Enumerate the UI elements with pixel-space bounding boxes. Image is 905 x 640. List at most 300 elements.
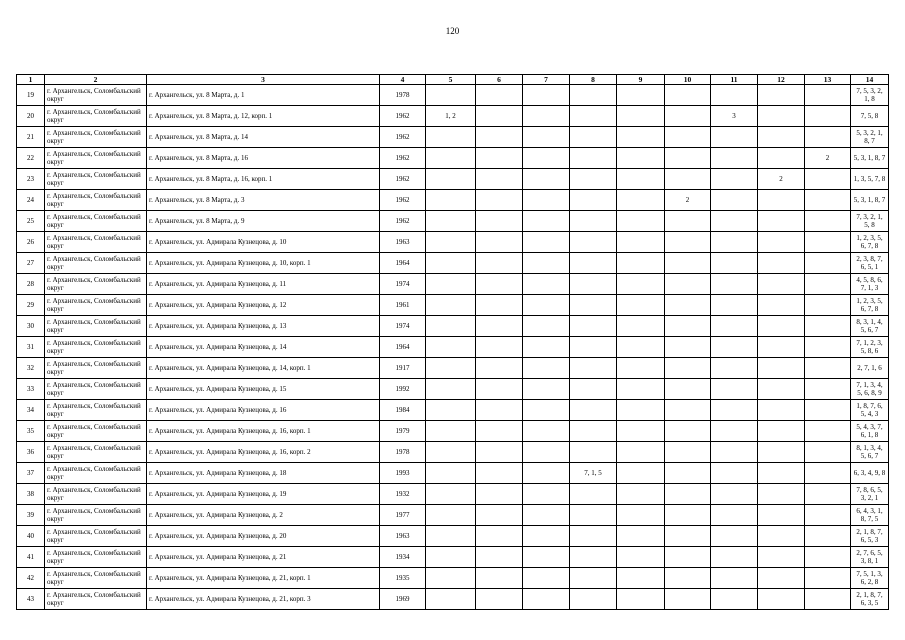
column-10-cell <box>665 253 711 274</box>
column-14-cell: 7, 5, 1, 3, 6, 2, 8 <box>851 568 889 589</box>
row-number-cell: 23 <box>17 169 45 190</box>
column-5-cell <box>426 211 476 232</box>
column-12-cell <box>758 379 805 400</box>
column-10-cell <box>665 148 711 169</box>
column-5-cell <box>426 400 476 421</box>
column-6-cell <box>476 547 523 568</box>
column-5-cell <box>426 148 476 169</box>
column-7-cell <box>523 148 570 169</box>
column-header: 9 <box>617 75 665 85</box>
column-13-cell <box>805 484 851 505</box>
row-number-cell: 21 <box>17 127 45 148</box>
column-12-cell <box>758 274 805 295</box>
column-5-cell <box>426 589 476 610</box>
column-10-cell <box>665 85 711 106</box>
district-cell: г. Архангельск, Соломбальский округ <box>45 190 147 211</box>
column-6-cell <box>476 379 523 400</box>
column-9-cell <box>617 337 665 358</box>
year-cell: 1932 <box>380 484 426 505</box>
column-10-cell <box>665 400 711 421</box>
district-cell: г. Архангельск, Соломбальский округ <box>45 442 147 463</box>
column-6-cell <box>476 85 523 106</box>
column-10-cell <box>665 484 711 505</box>
address-cell: г. Архангельск, ул. Адмирала Кузнецова, д. 16 <box>147 400 380 421</box>
column-12-cell <box>758 568 805 589</box>
address-cell: г. Архангельск, ул. 8 Марта, д. 12, корп. 1 <box>147 106 380 127</box>
table-row <box>17 295 889 316</box>
column-12-cell <box>758 316 805 337</box>
column-10-cell <box>665 589 711 610</box>
column-10-cell <box>665 442 711 463</box>
column-8-cell <box>570 442 617 463</box>
column-8-cell <box>570 190 617 211</box>
row-number-cell: 36 <box>17 442 45 463</box>
row-number-cell: 37 <box>17 463 45 484</box>
column-10-cell <box>665 316 711 337</box>
year-cell: 1964 <box>380 337 426 358</box>
column-10-cell <box>665 568 711 589</box>
district-cell: г. Архангельск, Соломбальский округ <box>45 253 147 274</box>
column-13-cell <box>805 211 851 232</box>
address-cell: г. Архангельск, ул. Адмирала Кузнецова, д. 16, корп. 2 <box>147 442 380 463</box>
column-14-cell: 2, 3, 8, 7, 6, 5, 1 <box>851 253 889 274</box>
column-13-cell <box>805 106 851 127</box>
column-8-cell <box>570 358 617 379</box>
column-12-cell <box>758 148 805 169</box>
column-7-cell <box>523 85 570 106</box>
column-6-cell <box>476 505 523 526</box>
column-5-cell <box>426 568 476 589</box>
district-cell: г. Архангельск, Соломбальский округ <box>45 526 147 547</box>
table-row <box>17 484 889 505</box>
column-header: 14 <box>851 75 889 85</box>
column-6-cell <box>476 295 523 316</box>
column-8-cell <box>570 211 617 232</box>
column-9-cell <box>617 400 665 421</box>
row-number-cell: 42 <box>17 568 45 589</box>
column-6-cell <box>476 316 523 337</box>
column-5-cell <box>426 295 476 316</box>
address-cell: г. Архангельск, ул. Адмирала Кузнецова, д. 2 <box>147 505 380 526</box>
column-13-cell <box>805 589 851 610</box>
column-11-cell <box>711 568 758 589</box>
column-10-cell <box>665 337 711 358</box>
address-cell: г. Архангельск, ул. 8 Марта, д. 14 <box>147 127 380 148</box>
year-cell: 1962 <box>380 190 426 211</box>
column-6-cell <box>476 274 523 295</box>
column-13-cell <box>805 85 851 106</box>
address-cell: г. Архангельск, ул. Адмирала Кузнецова, д. 12 <box>147 295 380 316</box>
column-5-cell <box>426 169 476 190</box>
column-13-cell <box>805 463 851 484</box>
column-9-cell <box>617 316 665 337</box>
column-10-cell <box>665 106 711 127</box>
column-8-cell <box>570 148 617 169</box>
district-cell: г. Архангельск, Соломбальский округ <box>45 211 147 232</box>
year-cell: 1993 <box>380 463 426 484</box>
year-cell: 1961 <box>380 295 426 316</box>
column-6-cell <box>476 484 523 505</box>
column-7-cell <box>523 379 570 400</box>
column-5-cell <box>426 358 476 379</box>
district-cell: г. Архангельск, Соломбальский округ <box>45 169 147 190</box>
column-header: 2 <box>45 75 147 85</box>
district-cell: г. Архангельск, Соломбальский округ <box>45 589 147 610</box>
column-6-cell <box>476 211 523 232</box>
column-14-cell: 1, 2, 3, 5, 6, 7, 8 <box>851 295 889 316</box>
row-number-cell: 22 <box>17 148 45 169</box>
column-12-cell <box>758 85 805 106</box>
column-11-cell <box>711 442 758 463</box>
table-row <box>17 211 889 232</box>
year-cell: 1992 <box>380 379 426 400</box>
column-5-cell <box>426 526 476 547</box>
column-9-cell <box>617 589 665 610</box>
address-cell: г. Архангельск, ул. Адмирала Кузнецова, д. 16, корп. 1 <box>147 421 380 442</box>
year-cell: 1963 <box>380 526 426 547</box>
column-11-cell <box>711 505 758 526</box>
column-header: 4 <box>380 75 426 85</box>
table-row <box>17 253 889 274</box>
district-cell: г. Архангельск, Соломбальский округ <box>45 379 147 400</box>
address-cell: г. Архангельск, ул. Адмирала Кузнецова, д. 21, корп. 3 <box>147 589 380 610</box>
column-8-cell: 7, 1, 5 <box>570 463 617 484</box>
column-14-cell: 2, 7, 1, 6 <box>851 358 889 379</box>
column-7-cell <box>523 211 570 232</box>
year-cell: 1984 <box>380 400 426 421</box>
column-6-cell <box>476 106 523 127</box>
row-number-cell: 39 <box>17 505 45 526</box>
column-10-cell <box>665 127 711 148</box>
column-7-cell <box>523 526 570 547</box>
district-cell: г. Архангельск, Соломбальский округ <box>45 232 147 253</box>
column-9-cell <box>617 148 665 169</box>
address-cell: г. Архангельск, ул. Адмирала Кузнецова, д. 19 <box>147 484 380 505</box>
column-14-cell: 8, 3, 1, 4, 5, 6, 7 <box>851 316 889 337</box>
column-6-cell <box>476 463 523 484</box>
year-cell: 1962 <box>380 106 426 127</box>
column-7-cell <box>523 316 570 337</box>
column-8-cell <box>570 379 617 400</box>
column-11-cell <box>711 295 758 316</box>
column-8-cell <box>570 568 617 589</box>
table-row <box>17 463 889 484</box>
column-7-cell <box>523 295 570 316</box>
district-cell: г. Архангельск, Соломбальский округ <box>45 274 147 295</box>
column-7-cell <box>523 232 570 253</box>
address-cell: г. Архангельск, ул. 8 Марта, д. 1 <box>147 85 380 106</box>
district-cell: г. Архангельск, Соломбальский округ <box>45 463 147 484</box>
column-13-cell <box>805 127 851 148</box>
address-cell: г. Архангельск, ул. Адмирала Кузнецова, д. 13 <box>147 316 380 337</box>
column-14-cell: 6, 3, 4, 9, 8 <box>851 463 889 484</box>
column-7-cell <box>523 589 570 610</box>
column-14-cell: 2, 1, 8, 7, 6, 3, 5 <box>851 589 889 610</box>
row-number-cell: 25 <box>17 211 45 232</box>
column-9-cell <box>617 253 665 274</box>
table-row <box>17 421 889 442</box>
year-cell: 1962 <box>380 148 426 169</box>
row-number-cell: 31 <box>17 337 45 358</box>
page-number: 120 <box>445 26 460 36</box>
column-7-cell <box>523 505 570 526</box>
column-9-cell <box>617 358 665 379</box>
column-13-cell <box>805 253 851 274</box>
column-14-cell: 5, 3, 2, 1, 8, 7 <box>851 127 889 148</box>
column-14-cell: 2, 1, 8, 7, 6, 5, 3 <box>851 526 889 547</box>
address-cell: г. Архангельск, ул. Адмирала Кузнецова, д. 11 <box>147 274 380 295</box>
district-cell: г. Архангельск, Соломбальский округ <box>45 358 147 379</box>
column-7-cell <box>523 190 570 211</box>
column-14-cell: 5, 3, 1, 8, 7 <box>851 148 889 169</box>
column-13-cell <box>805 337 851 358</box>
table-row <box>17 127 889 148</box>
district-cell: г. Архангельск, Соломбальский округ <box>45 484 147 505</box>
column-9-cell <box>617 442 665 463</box>
column-12-cell <box>758 253 805 274</box>
column-8-cell <box>570 421 617 442</box>
address-cell: г. Архангельск, ул. Адмирала Кузнецова, д. 10 <box>147 232 380 253</box>
column-9-cell <box>617 127 665 148</box>
column-14-cell: 1, 3, 5, 7, 8 <box>851 169 889 190</box>
year-cell: 1935 <box>380 568 426 589</box>
column-7-cell <box>523 421 570 442</box>
table-row <box>17 379 889 400</box>
column-5-cell <box>426 379 476 400</box>
column-8-cell <box>570 169 617 190</box>
column-8-cell <box>570 127 617 148</box>
year-cell: 1934 <box>380 547 426 568</box>
column-8-cell <box>570 295 617 316</box>
column-11-cell <box>711 316 758 337</box>
district-cell: г. Архангельск, Соломбальский округ <box>45 400 147 421</box>
district-cell: г. Архангельск, Соломбальский округ <box>45 295 147 316</box>
column-10-cell <box>665 379 711 400</box>
year-cell: 1963 <box>380 232 426 253</box>
column-14-cell: 1, 2, 3, 5, 6, 7, 8 <box>851 232 889 253</box>
district-cell: г. Архангельск, Соломбальский округ <box>45 316 147 337</box>
column-header: 1 <box>17 75 45 85</box>
column-12-cell <box>758 232 805 253</box>
column-12-cell <box>758 211 805 232</box>
year-cell: 1978 <box>380 85 426 106</box>
column-12-cell <box>758 400 805 421</box>
row-number-cell: 30 <box>17 316 45 337</box>
column-9-cell <box>617 379 665 400</box>
table-row <box>17 190 889 211</box>
column-header: 10 <box>665 75 711 85</box>
column-11-cell <box>711 232 758 253</box>
column-header: 11 <box>711 75 758 85</box>
address-cell: г. Архангельск, ул. Адмирала Кузнецова, д. 21, корп. 1 <box>147 568 380 589</box>
table-row <box>17 232 889 253</box>
table-row <box>17 547 889 568</box>
column-7-cell <box>523 484 570 505</box>
column-8-cell <box>570 400 617 421</box>
column-8-cell <box>570 547 617 568</box>
column-header: 8 <box>570 75 617 85</box>
column-6-cell <box>476 337 523 358</box>
column-7-cell <box>523 568 570 589</box>
district-cell: г. Архангельск, Соломбальский округ <box>45 568 147 589</box>
district-cell: г. Архангельск, Соломбальский округ <box>45 148 147 169</box>
column-14-cell: 7, 1, 2, 3, 5, 8, 6 <box>851 337 889 358</box>
table-row <box>17 85 889 106</box>
column-11-cell <box>711 148 758 169</box>
table-row <box>17 316 889 337</box>
table-row <box>17 274 889 295</box>
column-8-cell <box>570 106 617 127</box>
column-11-cell <box>711 484 758 505</box>
year-cell: 1962 <box>380 211 426 232</box>
column-10-cell <box>665 169 711 190</box>
address-cell: г. Архангельск, ул. Адмирала Кузнецова, д. 20 <box>147 526 380 547</box>
column-13-cell <box>805 547 851 568</box>
column-6-cell <box>476 589 523 610</box>
column-9-cell <box>617 295 665 316</box>
column-5-cell <box>426 190 476 211</box>
column-13-cell: 2 <box>805 148 851 169</box>
column-11-cell <box>711 400 758 421</box>
year-cell: 1974 <box>380 316 426 337</box>
table-row <box>17 505 889 526</box>
column-8-cell <box>570 232 617 253</box>
column-13-cell <box>805 442 851 463</box>
column-12-cell <box>758 547 805 568</box>
row-number-cell: 29 <box>17 295 45 316</box>
row-number-cell: 33 <box>17 379 45 400</box>
column-14-cell: 2, 7, 6, 5, 3, 8, 1 <box>851 547 889 568</box>
row-number-cell: 26 <box>17 232 45 253</box>
row-number-cell: 38 <box>17 484 45 505</box>
year-cell: 1979 <box>380 421 426 442</box>
year-cell: 1969 <box>380 589 426 610</box>
column-12-cell <box>758 484 805 505</box>
column-11-cell <box>711 358 758 379</box>
column-6-cell <box>476 148 523 169</box>
column-10-cell <box>665 526 711 547</box>
row-number-cell: 34 <box>17 400 45 421</box>
row-number-cell: 40 <box>17 526 45 547</box>
column-9-cell <box>617 232 665 253</box>
column-6-cell <box>476 568 523 589</box>
column-8-cell <box>570 85 617 106</box>
table-row <box>17 526 889 547</box>
column-14-cell: 7, 1, 3, 4, 5, 6, 8, 9 <box>851 379 889 400</box>
year-cell: 1977 <box>380 505 426 526</box>
row-number-cell: 32 <box>17 358 45 379</box>
column-9-cell <box>617 211 665 232</box>
address-cell: г. Архангельск, ул. 8 Марта, д. 16, корп. 1 <box>147 169 380 190</box>
column-13-cell <box>805 379 851 400</box>
column-11-cell <box>711 526 758 547</box>
table-row <box>17 169 889 190</box>
column-header: 6 <box>476 75 523 85</box>
address-cell: г. Архангельск, ул. Адмирала Кузнецова, д. 21 <box>147 547 380 568</box>
column-7-cell <box>523 127 570 148</box>
column-5-cell <box>426 85 476 106</box>
column-6-cell <box>476 127 523 148</box>
column-6-cell <box>476 358 523 379</box>
column-header: 12 <box>758 75 805 85</box>
column-11-cell <box>711 211 758 232</box>
column-10-cell <box>665 358 711 379</box>
column-10-cell <box>665 274 711 295</box>
column-7-cell <box>523 442 570 463</box>
column-5-cell <box>426 547 476 568</box>
district-cell: г. Архангельск, Соломбальский округ <box>45 337 147 358</box>
table-row <box>17 589 889 610</box>
column-13-cell <box>805 400 851 421</box>
column-10-cell <box>665 211 711 232</box>
column-header: 3 <box>147 75 380 85</box>
year-cell: 1962 <box>380 169 426 190</box>
column-9-cell <box>617 526 665 547</box>
table-row <box>17 106 889 127</box>
column-9-cell <box>617 274 665 295</box>
address-cell: г. Архангельск, ул. Адмирала Кузнецова, д. 18 <box>147 463 380 484</box>
column-9-cell <box>617 190 665 211</box>
column-12-cell <box>758 463 805 484</box>
column-12-cell <box>758 526 805 547</box>
column-12-cell <box>758 421 805 442</box>
district-cell: г. Архангельск, Соломбальский округ <box>45 127 147 148</box>
row-number-cell: 35 <box>17 421 45 442</box>
column-14-cell: 6, 4, 3, 1, 8, 7, 5 <box>851 505 889 526</box>
address-cell: г. Архангельск, ул. Адмирала Кузнецова, д. 10, корп. 1 <box>147 253 380 274</box>
year-cell: 1964 <box>380 253 426 274</box>
column-10-cell <box>665 421 711 442</box>
column-5-cell <box>426 505 476 526</box>
row-number-cell: 41 <box>17 547 45 568</box>
column-13-cell <box>805 169 851 190</box>
column-9-cell <box>617 421 665 442</box>
column-11-cell <box>711 127 758 148</box>
column-14-cell: 7, 5, 3, 2, 1, 8 <box>851 85 889 106</box>
column-9-cell <box>617 568 665 589</box>
column-12-cell <box>758 127 805 148</box>
column-12-cell <box>758 358 805 379</box>
column-6-cell <box>476 253 523 274</box>
column-11-cell <box>711 421 758 442</box>
address-cell: г. Архангельск, ул. Адмирала Кузнецова, д. 14, корп. 1 <box>147 358 380 379</box>
column-5-cell <box>426 253 476 274</box>
column-6-cell <box>476 169 523 190</box>
column-11-cell <box>711 547 758 568</box>
year-cell: 1917 <box>380 358 426 379</box>
address-cell: г. Архангельск, ул. 8 Марта, д. 3 <box>147 190 380 211</box>
column-12-cell <box>758 589 805 610</box>
column-5-cell <box>426 316 476 337</box>
year-cell: 1962 <box>380 127 426 148</box>
district-cell: г. Архангельск, Соломбальский округ <box>45 547 147 568</box>
column-6-cell <box>476 526 523 547</box>
column-7-cell <box>523 358 570 379</box>
row-number-cell: 19 <box>17 85 45 106</box>
column-12-cell <box>758 190 805 211</box>
column-10-cell <box>665 547 711 568</box>
column-11-cell <box>711 169 758 190</box>
column-7-cell <box>523 547 570 568</box>
column-14-cell: 7, 5, 8 <box>851 106 889 127</box>
row-number-cell: 20 <box>17 106 45 127</box>
row-number-cell: 28 <box>17 274 45 295</box>
column-13-cell <box>805 190 851 211</box>
table-body <box>17 85 889 610</box>
column-8-cell <box>570 526 617 547</box>
column-8-cell <box>570 253 617 274</box>
column-header: 5 <box>426 75 476 85</box>
